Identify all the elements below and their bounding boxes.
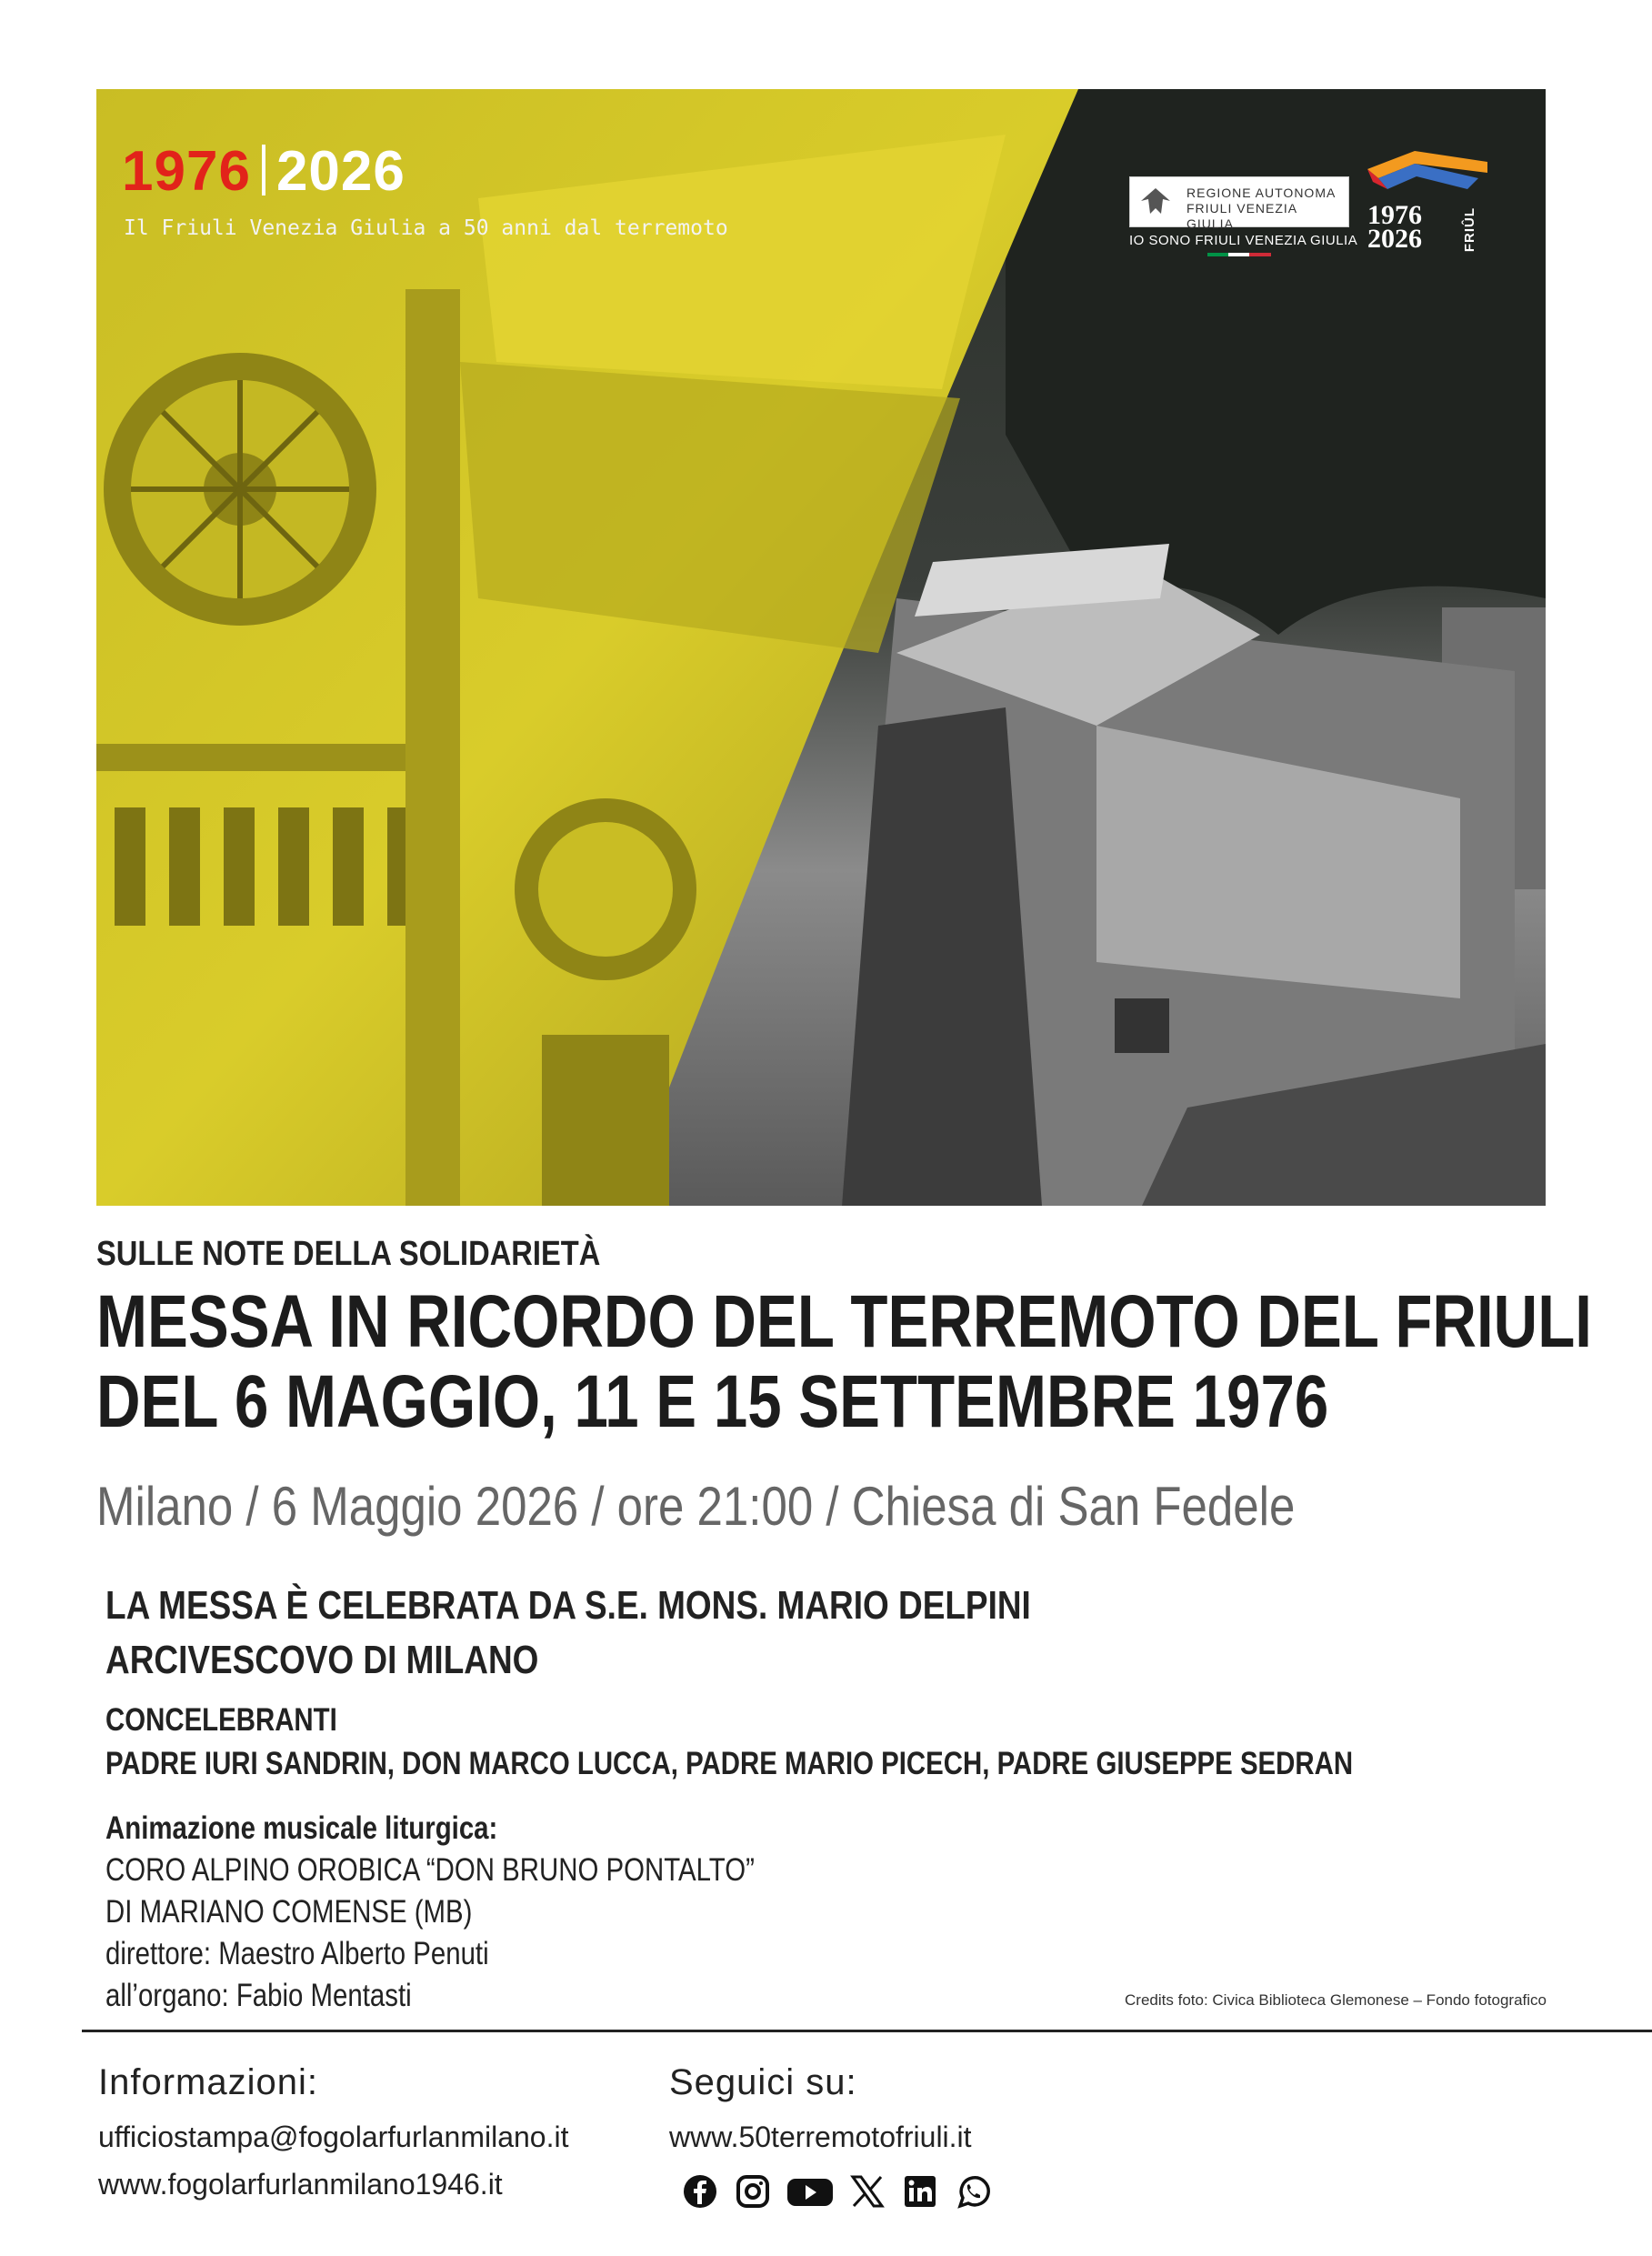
instagram-icon[interactable]	[733, 2171, 773, 2211]
music-line: CORO ALPINO OROBICA “DON BRUNO PONTALTO”	[105, 1852, 755, 1888]
year-1976: 1976	[122, 140, 251, 203]
region-logo-line1: REGIONE AUTONOMA	[1186, 185, 1337, 200]
music-heading: Animazione musicale liturgica:	[105, 1810, 498, 1846]
page-title	[96, 1282, 1592, 1442]
music-line: DI MARIANO COMENSE (MB)	[105, 1894, 473, 1930]
year-2026: 2026	[275, 140, 405, 203]
facebook-icon[interactable]	[680, 2171, 720, 2211]
anniversary-logo	[1360, 142, 1497, 260]
anniversary-wordmark	[122, 140, 405, 203]
kicker: SULLE NOTE DELLA SOLIDARIETÀ	[96, 1235, 601, 1273]
music-line: direttore: Maestro Alberto Penuti	[105, 1936, 489, 1971]
whatsapp-icon[interactable]	[953, 2171, 993, 2211]
hero-photo	[96, 89, 1546, 1206]
ribbon-icon	[1360, 142, 1497, 206]
title-line-1: MESSA IN RICORDO DEL TERREMOTO DEL FRIULI	[96, 1280, 1592, 1363]
anniversary-subtitle: Il Friuli Venezia Giulia a 50 anni dal terremoto	[124, 216, 728, 240]
region-tagline: IO SONO FRIULI VENEZIA GIULIA	[1129, 233, 1358, 248]
concelebranti-block	[105, 1699, 1353, 1786]
youtube-icon[interactable]	[786, 2171, 835, 2211]
celebrant-line-1: LA MESSA È CELEBRATA DA S.E. MONS. MARIO DELPINI	[105, 1583, 1031, 1628]
x-icon[interactable]	[847, 2171, 887, 2211]
celebrant-block	[105, 1579, 1031, 1688]
info-heading: Informazioni:	[98, 2062, 318, 2102]
concelebranti-names: PADRE IURI SANDRIN, DON MARCO LUCCA, PADRE MARIO PICECH, PADRE GIUSEPPE SEDRAN	[105, 1746, 1354, 1781]
eagle-icon	[1137, 183, 1174, 219]
hero-photo-graphic	[96, 89, 1546, 1206]
region-logo-line2: FRIULI VENEZIA GIULIA	[1186, 201, 1297, 231]
follow-website-link[interactable]: www.50terremotofriuli.it	[669, 2121, 972, 2153]
follow-heading: Seguici su:	[669, 2062, 857, 2102]
music-block	[105, 1808, 755, 2017]
anniversary-logo-years: 1976 2026	[1367, 200, 1422, 254]
anniversary-logo-word: FRIÛL	[1462, 207, 1477, 253]
linkedin-icon[interactable]	[900, 2171, 940, 2211]
footer-divider	[82, 2030, 1652, 2032]
title-line-2: DEL 6 MAGGIO, 11 E 15 SETTEMBRE 1976	[96, 1360, 1329, 1443]
social-icons	[680, 2171, 993, 2211]
info-email-link[interactable]: ufficiostampa@fogolarfurlanmilano.it	[98, 2121, 569, 2153]
italian-flag-stripe	[1207, 253, 1271, 256]
concelebranti-label: CONCELEBRANTI	[105, 1702, 337, 1738]
music-line: all’organo: Fabio Mentasti	[105, 1978, 412, 2013]
event-dateline: Milano / 6 Maggio 2026 / ore 21:00 / Chiesa di San Fedele	[96, 1476, 1296, 1537]
celebrant-line-2: ARCIVESCOVO DI MILANO	[105, 1638, 539, 1682]
region-logo	[1129, 176, 1349, 231]
photo-credits: Credits foto: Civica Biblioteca Glemonese – Fondo fotografico	[1125, 1991, 1547, 2009]
info-website-link[interactable]: www.fogolarfurlanmilano1946.it	[98, 2168, 503, 2201]
wordmark-divider	[262, 145, 265, 196]
